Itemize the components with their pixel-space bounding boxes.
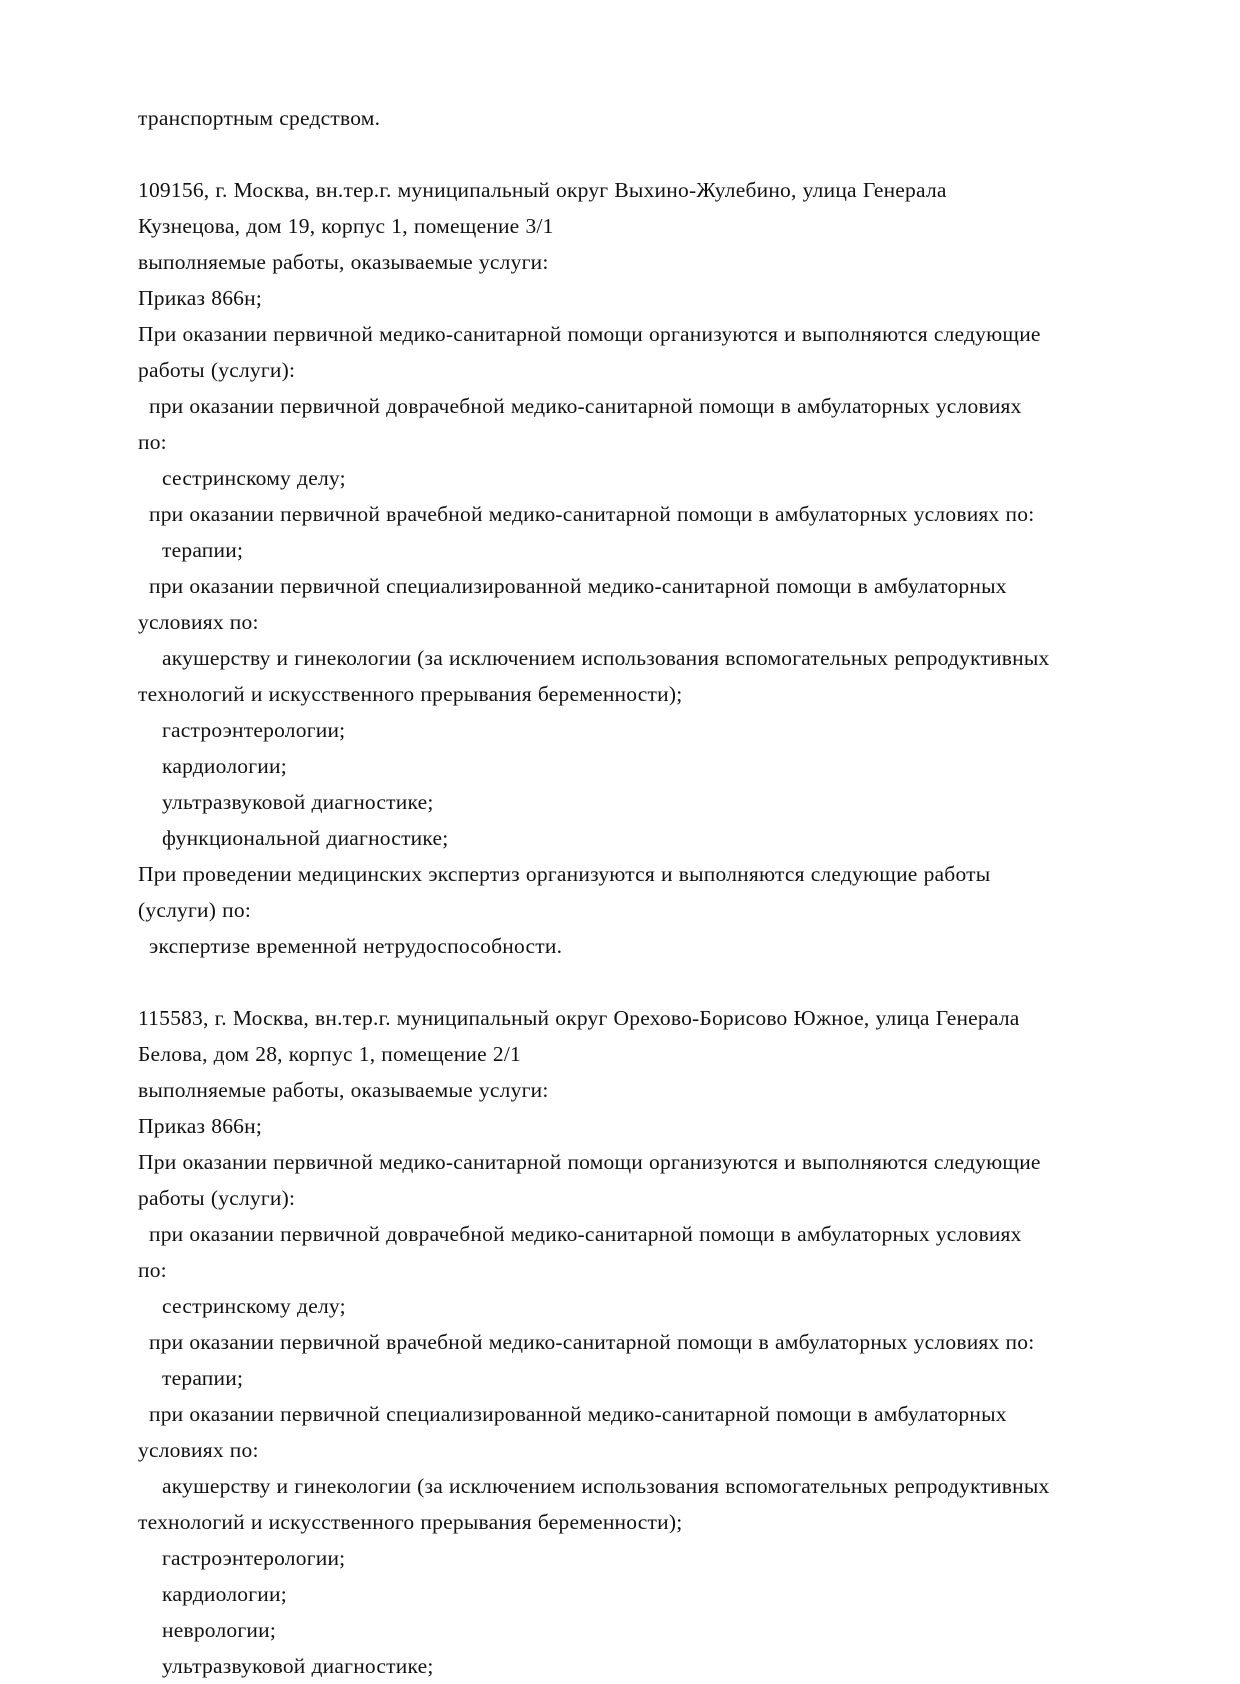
service-line: гастроэнтерологии;: [162, 718, 346, 742]
service-line: (услуги) по:: [138, 898, 252, 922]
service-line: сестринскому делу;: [162, 1294, 346, 1318]
service-line: технологий и искусственного прерывания беременности);: [138, 682, 683, 706]
service-line: При проведении медицинских экспертиз организуются и выполняются следующие работы: [138, 862, 991, 886]
address-block: [138, 172, 1106, 964]
intro-line: При оказании первичной медико-санитарной помощи организуются и выполняются следующие: [138, 1150, 1041, 1174]
address-blocks-container: [138, 172, 1106, 1684]
heading-line: выполняемые работы, оказываемые услуги:: [138, 250, 549, 274]
address-line: Кузнецова, дом 19, корпус 1, помещение 3/1: [138, 214, 554, 238]
service-line: при оказании первичной врачебной медико-санитарной помощи в амбулаторных условиях по:: [149, 502, 1035, 526]
block-spacer: [138, 136, 1106, 172]
service-line: терапии;: [162, 538, 244, 562]
service-line: условиях по:: [138, 1438, 259, 1462]
address-line: 109156, г. Москва, вн.тер.г. муниципальный округ Выхино-Жулебино, улица Генерала: [138, 178, 947, 202]
heading-line: выполняемые работы, оказываемые услуги:: [138, 1078, 549, 1102]
address-block: [138, 1000, 1106, 1684]
service-line: по:: [138, 430, 167, 454]
service-line: условиях по:: [138, 610, 259, 634]
address-line: 115583, г. Москва, вн.тер.г. муниципальный округ Орехово-Борисово Южное, улица Генерала: [138, 1006, 1020, 1030]
service-line: гастроэнтерологии;: [162, 1546, 346, 1570]
service-line: при оказании первичной врачебной медико-санитарной помощи в амбулаторных условиях по:: [149, 1330, 1035, 1354]
service-line: при оказании первичной специализированной медико-санитарной помощи в амбулаторных: [149, 574, 1007, 598]
service-line: кардиологии;: [162, 1582, 287, 1606]
continuation-line: транспортным средством.: [138, 106, 381, 130]
document-text-body: [138, 100, 1106, 1684]
intro-line: работы (услуги):: [138, 358, 296, 382]
service-line: при оказании первичной доврачебной медико-санитарной помощи в амбулаторных условиях: [149, 394, 1022, 418]
service-line: терапии;: [162, 1366, 244, 1390]
service-line: неврологии;: [162, 1618, 277, 1642]
service-line: технологий и искусственного прерывания беременности);: [138, 1510, 683, 1534]
service-line: акушерству и гинекологии (за исключением использования вспомогательных репродуктивных: [162, 646, 1050, 670]
block-spacer: [138, 964, 1106, 1000]
service-line: по:: [138, 1258, 167, 1282]
service-line: при оказании первичной специализированной медико-санитарной помощи в амбулаторных: [149, 1402, 1007, 1426]
service-line: ультразвуковой диагностике;: [162, 1654, 434, 1678]
service-line: при оказании первичной доврачебной медико-санитарной помощи в амбулаторных условиях: [149, 1222, 1022, 1246]
heading-line: Приказ 866н;: [138, 286, 263, 310]
service-line: акушерству и гинекологии (за исключением использования вспомогательных репродуктивных: [162, 1474, 1050, 1498]
service-line: функциональной диагностике;: [162, 826, 449, 850]
intro-line: При оказании первичной медико-санитарной помощи организуются и выполняются следующие: [138, 322, 1041, 346]
service-line: ультразвуковой диагностике;: [162, 790, 434, 814]
heading-line: Приказ 866н;: [138, 1114, 263, 1138]
service-line: кардиологии;: [162, 754, 287, 778]
service-line: экспертизе временной нетрудоспособности.: [149, 934, 563, 958]
service-line: сестринскому делу;: [162, 466, 346, 490]
intro-line: работы (услуги):: [138, 1186, 296, 1210]
address-line: Белова, дом 28, корпус 1, помещение 2/1: [138, 1042, 522, 1066]
